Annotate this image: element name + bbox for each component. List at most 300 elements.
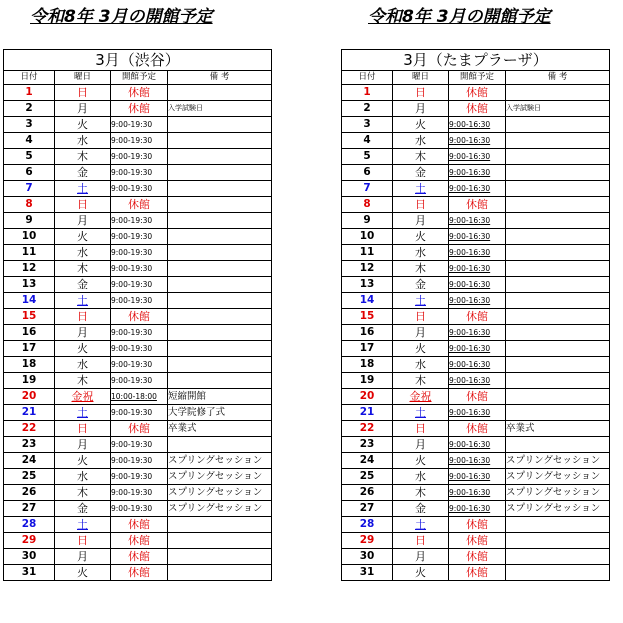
note-cell [168,293,272,309]
date-cell: 30 [342,549,393,565]
table-row [4,389,272,405]
hours-cell: 休館 [449,565,506,581]
weekday-cell: 日 [393,197,449,213]
date-cell: 6 [4,165,55,181]
table-row [342,85,610,101]
table-row [4,85,272,101]
hours-cell: 9:00-16:30 [449,133,506,149]
note-cell [506,533,610,549]
weekday-cell: 日 [393,421,449,437]
table-row [342,245,610,261]
date-cell: 8 [342,197,393,213]
note-cell [506,565,610,581]
table-row [4,517,272,533]
date-cell: 25 [4,469,55,485]
hours-cell: 9:00-16:30 [449,245,506,261]
note-cell [506,549,610,565]
table-row [4,549,272,565]
hours-cell: 休館 [111,533,168,549]
column-header-hours: 開館予定 [111,71,168,85]
note-cell [506,165,610,181]
hours-cell: 休館 [111,565,168,581]
note-cell [168,133,272,149]
hours-cell: 休館 [449,197,506,213]
hours-cell: 休館 [111,101,168,117]
date-cell: 21 [342,405,393,421]
weekday-cell: 木 [393,373,449,389]
note-cell [506,197,610,213]
weekday-cell: 水 [393,469,449,485]
hours-cell: 9:00-16:30 [449,357,506,373]
date-cell: 2 [342,101,393,117]
note-cell [168,197,272,213]
table-row [4,261,272,277]
calendar-table-shibuya [3,49,272,581]
table-row [4,501,272,517]
hours-cell: 9:00-16:30 [449,117,506,133]
weekday-cell: 木 [393,149,449,165]
hours-cell: 9:00-16:30 [449,405,506,421]
hours-cell: 9:00-19:30 [111,293,168,309]
hours-cell: 9:00-19:30 [111,357,168,373]
column-header-notes: 備 考 [506,71,610,85]
weekday-cell: 火 [55,117,111,133]
note-cell [168,565,272,581]
hours-cell: 休館 [449,421,506,437]
date-cell: 18 [342,357,393,373]
hours-cell: 9:00-16:30 [449,453,506,469]
hours-cell: 休館 [449,309,506,325]
hours-cell: 休館 [449,533,506,549]
weekday-cell: 火 [393,229,449,245]
hours-cell: 9:00-19:30 [111,213,168,229]
table-row [4,197,272,213]
hours-cell: 9:00-16:30 [449,165,506,181]
table-row [342,517,610,533]
date-cell: 17 [342,341,393,357]
table-row [342,373,610,389]
table-row [342,533,610,549]
weekday-cell: 日 [55,197,111,213]
note-cell [506,261,610,277]
date-cell: 8 [4,197,55,213]
table-row [342,389,610,405]
table-row [342,117,610,133]
date-cell: 10 [4,229,55,245]
date-cell: 16 [4,325,55,341]
weekday-cell: 土 [55,517,111,533]
weekday-cell: 金祝 [393,389,449,405]
date-cell: 24 [4,453,55,469]
weekday-cell: 火 [393,453,449,469]
date-cell: 22 [4,421,55,437]
weekday-cell: 日 [55,421,111,437]
hours-cell: 9:00-16:30 [449,325,506,341]
date-cell: 5 [342,149,393,165]
note-cell: スプリングセッション [168,469,272,485]
column-header-hours: 開館予定 [449,71,506,85]
hours-cell: 9:00-19:30 [111,373,168,389]
table-row [4,165,272,181]
date-cell: 7 [342,181,393,197]
table-row [4,565,272,581]
table-row [342,485,610,501]
weekday-cell: 水 [393,245,449,261]
date-cell: 13 [342,277,393,293]
table-row [342,469,610,485]
table-row [342,501,610,517]
weekday-cell: 日 [55,309,111,325]
hours-cell: 9:00-19:30 [111,277,168,293]
table-row [342,261,610,277]
note-cell [168,373,272,389]
table-row [4,117,272,133]
weekday-cell: 金 [393,501,449,517]
date-cell: 3 [342,117,393,133]
note-cell [506,341,610,357]
note-cell: 短縮開館 [168,389,272,405]
hours-cell: 9:00-19:30 [111,405,168,421]
table-row [4,325,272,341]
date-cell: 16 [342,325,393,341]
weekday-cell: 月 [393,437,449,453]
note-cell [168,213,272,229]
weekday-cell: 土 [55,405,111,421]
hours-cell: 9:00-16:30 [449,501,506,517]
weekday-cell: 土 [393,293,449,309]
note-cell [168,85,272,101]
date-cell: 21 [4,405,55,421]
page-heading-right: 令和8年 3月の開館予定 [368,7,551,27]
weekday-cell: 水 [55,469,111,485]
weekday-cell: 火 [55,341,111,357]
date-cell: 13 [4,277,55,293]
weekday-cell: 火 [55,453,111,469]
weekday-cell: 水 [55,357,111,373]
date-cell: 27 [342,501,393,517]
hours-cell: 休館 [449,389,506,405]
hours-cell: 9:00-16:30 [449,181,506,197]
note-cell [168,149,272,165]
hours-cell: 9:00-19:30 [111,245,168,261]
weekday-cell: 木 [55,373,111,389]
table-row [342,293,610,309]
hours-cell: 9:00-19:30 [111,133,168,149]
table-row [4,277,272,293]
table-row [4,437,272,453]
date-cell: 28 [342,517,393,533]
note-cell [506,181,610,197]
date-cell: 20 [4,389,55,405]
table-row [342,565,610,581]
note-cell [168,261,272,277]
hours-cell: 9:00-19:30 [111,117,168,133]
date-cell: 12 [342,261,393,277]
column-header-notes: 備 考 [168,71,272,85]
date-cell: 2 [4,101,55,117]
table-row [342,309,610,325]
note-cell: スプリングセッション [506,453,610,469]
table-row [4,533,272,549]
note-cell [506,357,610,373]
note-cell [168,325,272,341]
date-cell: 23 [342,437,393,453]
note-cell: 卒業式 [168,421,272,437]
date-cell: 14 [342,293,393,309]
note-cell: 入学試験日 [506,101,610,117]
weekday-cell: 日 [55,85,111,101]
note-cell: スプリングセッション [506,469,610,485]
weekday-cell: 土 [393,405,449,421]
date-cell: 20 [342,389,393,405]
table-row [4,405,272,421]
table-row [342,421,610,437]
calendar-table-tama-plaza [341,49,610,581]
hours-cell: 9:00-16:30 [449,229,506,245]
table-row [342,101,610,117]
table-row [4,229,272,245]
note-cell [506,437,610,453]
weekday-cell: 木 [55,485,111,501]
weekday-cell: 火 [55,565,111,581]
note-cell [168,277,272,293]
weekday-cell: 金 [55,165,111,181]
table-row [342,149,610,165]
hours-cell: 9:00-19:30 [111,341,168,357]
note-cell [168,117,272,133]
note-cell [506,213,610,229]
note-cell [506,149,610,165]
note-cell [506,373,610,389]
note-cell [506,117,610,133]
hours-cell: 休館 [111,85,168,101]
table-row [342,277,610,293]
hours-cell: 9:00-16:30 [449,277,506,293]
column-header-weekday: 曜日 [55,71,111,85]
table-row [342,229,610,245]
note-cell [168,309,272,325]
note-cell [506,277,610,293]
table-row [4,149,272,165]
weekday-cell: 土 [55,293,111,309]
date-cell: 29 [342,533,393,549]
weekday-cell: 月 [393,549,449,565]
table-row [4,245,272,261]
weekday-cell: 土 [393,181,449,197]
note-cell [506,517,610,533]
date-cell: 4 [4,133,55,149]
date-cell: 18 [4,357,55,373]
weekday-cell: 月 [393,325,449,341]
table-row [342,133,610,149]
weekday-cell: 火 [393,341,449,357]
note-cell [506,389,610,405]
hours-cell: 9:00-19:30 [111,485,168,501]
weekday-cell: 水 [55,245,111,261]
date-cell: 30 [4,549,55,565]
hours-cell: 9:00-16:30 [449,293,506,309]
weekday-cell: 月 [55,437,111,453]
hours-cell: 9:00-19:30 [111,469,168,485]
date-cell: 26 [342,485,393,501]
table-row [342,181,610,197]
note-cell: 大学院修了式 [168,405,272,421]
weekday-cell: 木 [393,261,449,277]
weekday-cell: 火 [393,565,449,581]
hours-cell: 9:00-16:30 [449,149,506,165]
note-cell [506,245,610,261]
date-cell: 28 [4,517,55,533]
note-cell: スプリングセッション [168,485,272,501]
date-cell: 15 [342,309,393,325]
hours-cell: 9:00-19:30 [111,501,168,517]
weekday-cell: 土 [55,181,111,197]
table-row [4,181,272,197]
weekday-cell: 日 [393,85,449,101]
column-header-date: 日付 [4,71,55,85]
note-cell: 卒業式 [506,421,610,437]
note-cell [506,325,610,341]
note-cell [168,437,272,453]
hours-cell: 9:00-19:30 [111,165,168,181]
table-row [342,325,610,341]
weekday-cell: 金 [55,277,111,293]
date-cell: 24 [342,453,393,469]
note-cell [168,549,272,565]
hours-cell: 休館 [449,549,506,565]
table-row [342,197,610,213]
date-cell: 4 [342,133,393,149]
note-cell [506,309,610,325]
weekday-cell: 木 [393,485,449,501]
table-row [4,469,272,485]
note-cell [168,245,272,261]
table-row [4,133,272,149]
date-cell: 26 [4,485,55,501]
note-cell [168,341,272,357]
weekday-cell: 水 [55,133,111,149]
weekday-cell: 水 [393,133,449,149]
hours-cell: 9:00-16:30 [449,469,506,485]
table-row [4,341,272,357]
weekday-cell: 日 [393,533,449,549]
date-cell: 19 [4,373,55,389]
weekday-cell: 日 [55,533,111,549]
table-row [342,213,610,229]
column-header-weekday: 曜日 [393,71,449,85]
weekday-cell: 金祝 [55,389,111,405]
date-cell: 22 [342,421,393,437]
note-cell [506,405,610,421]
weekday-cell: 月 [55,213,111,229]
hours-cell: 休館 [111,421,168,437]
hours-cell: 9:00-16:30 [449,213,506,229]
note-cell: スプリングセッション [168,501,272,517]
date-cell: 12 [4,261,55,277]
note-cell: スプリングセッション [506,485,610,501]
hours-cell: 休館 [449,517,506,533]
table-row [342,453,610,469]
date-cell: 6 [342,165,393,181]
table-row [4,309,272,325]
hours-cell: 10:00-18:00 [111,389,168,405]
hours-cell: 9:00-19:30 [111,325,168,341]
note-cell: 入学試験日 [168,101,272,117]
date-cell: 14 [4,293,55,309]
weekday-cell: 月 [393,213,449,229]
date-cell: 11 [4,245,55,261]
table-row [4,373,272,389]
date-cell: 5 [4,149,55,165]
weekday-cell: 日 [393,309,449,325]
weekday-cell: 金 [55,501,111,517]
weekday-cell: 月 [393,101,449,117]
note-cell: スプリングセッション [506,501,610,517]
date-cell: 19 [342,373,393,389]
hours-cell: 9:00-16:30 [449,341,506,357]
date-cell: 27 [4,501,55,517]
date-cell: 3 [4,117,55,133]
date-cell: 1 [342,85,393,101]
date-cell: 31 [342,565,393,581]
note-cell [506,133,610,149]
hours-cell: 休館 [449,85,506,101]
hours-cell: 休館 [111,309,168,325]
weekday-cell: 月 [55,549,111,565]
hours-cell: 9:00-19:30 [111,261,168,277]
hours-cell: 9:00-16:30 [449,485,506,501]
weekday-cell: 水 [393,357,449,373]
hours-cell: 9:00-19:30 [111,453,168,469]
table-row [342,357,610,373]
table-row [342,549,610,565]
table-row [4,453,272,469]
hours-cell: 9:00-19:30 [111,437,168,453]
table-row [342,341,610,357]
table-row [4,485,272,501]
hours-cell: 休館 [111,549,168,565]
hours-cell: 休館 [111,197,168,213]
date-cell: 10 [342,229,393,245]
hours-cell: 休館 [449,101,506,117]
date-cell: 11 [342,245,393,261]
date-cell: 7 [4,181,55,197]
weekday-cell: 火 [393,117,449,133]
date-cell: 25 [342,469,393,485]
weekday-cell: 金 [393,165,449,181]
hours-cell: 9:00-16:30 [449,373,506,389]
note-cell [168,517,272,533]
note-cell [506,293,610,309]
hours-cell: 9:00-19:30 [111,149,168,165]
weekday-cell: 土 [393,517,449,533]
note-cell: スプリングセッション [168,453,272,469]
note-cell [168,181,272,197]
weekday-cell: 金 [393,277,449,293]
date-cell: 29 [4,533,55,549]
note-cell [168,357,272,373]
hours-cell: 9:00-16:30 [449,261,506,277]
date-cell: 1 [4,85,55,101]
table-row [342,437,610,453]
hours-cell: 9:00-16:30 [449,437,506,453]
table-row [4,293,272,309]
note-cell [506,85,610,101]
calendar-title: 3月（渋谷） [4,50,272,71]
weekday-cell: 月 [55,101,111,117]
note-cell [168,533,272,549]
table-row [4,101,272,117]
